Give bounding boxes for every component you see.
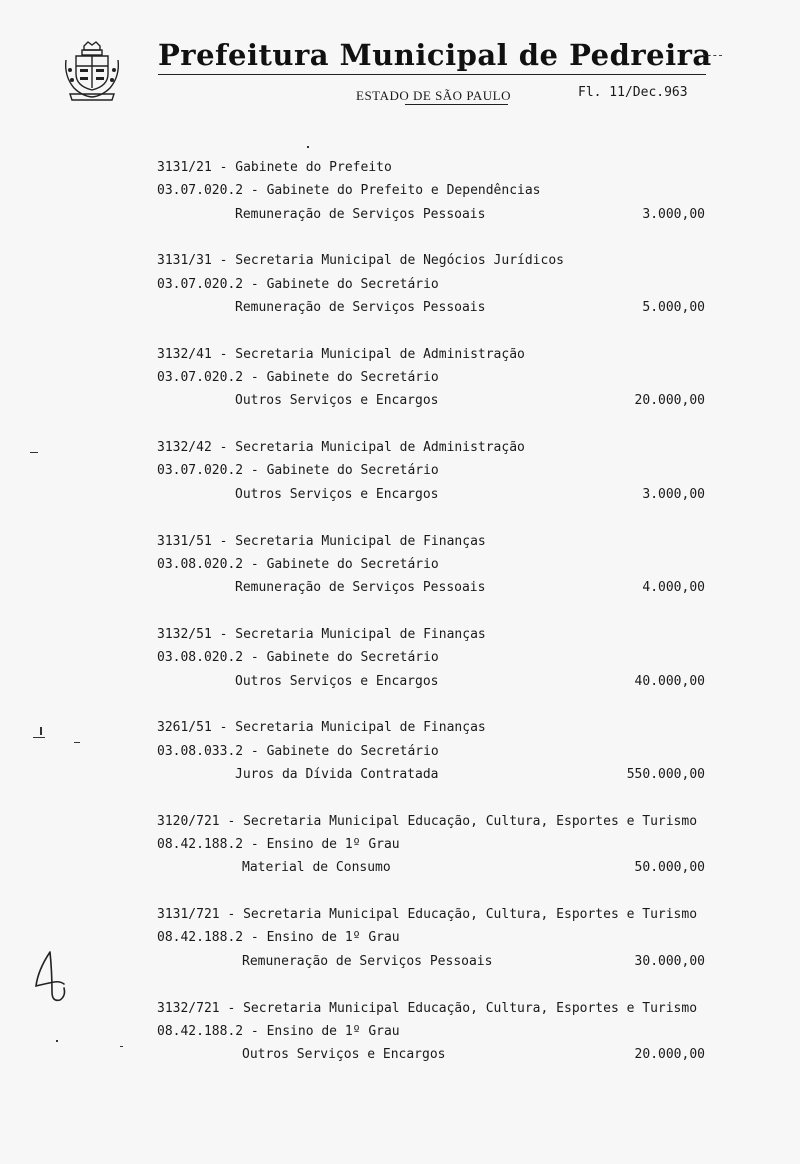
folio-number: Fl. 11/Dec.963 xyxy=(578,85,688,100)
entry-item xyxy=(157,856,705,879)
entry-subfunction: 08.42.188.2 - Ensino de 1º Grau xyxy=(157,1023,400,1039)
entry-code: 3131/721 - Secretaria Municipal Educação, Cultura, Esportes e Turismo xyxy=(157,907,698,923)
scan-speck xyxy=(30,452,38,453)
handwritten-initial xyxy=(30,948,70,1008)
entry-item xyxy=(157,670,705,693)
budget-entry xyxy=(157,623,717,693)
entry-amount: 5.000,00 xyxy=(642,299,705,315)
entry-amount: 20.000,00 xyxy=(634,1047,705,1063)
entry-code: 3131/31 - Secretaria Municipal de Negócios Jurídicos xyxy=(157,253,564,269)
entry-description: Outros Serviços e Encargos xyxy=(235,486,439,502)
entry-item xyxy=(157,389,705,412)
budget-entry xyxy=(157,249,717,319)
scan-speck xyxy=(120,1046,123,1047)
entry-code: 3132/51 - Secretaria Municipal de Finanças xyxy=(157,626,486,642)
entry-description: Outros Serviços e Encargos xyxy=(235,393,439,409)
entry-item xyxy=(157,1043,705,1066)
entry-amount: 3.000,00 xyxy=(642,486,705,502)
entry-description: Outros Serviços e Encargos xyxy=(235,673,439,689)
entry-code: 3120/721 - Secretaria Municipal Educação, Cultura, Esportes e Turismo xyxy=(157,813,698,829)
budget-entry xyxy=(157,810,717,880)
budget-entry xyxy=(157,903,717,973)
entry-amount: 40.000,00 xyxy=(634,673,705,689)
entry-subfunction: 03.08.033.2 - Gabinete do Secretário xyxy=(157,743,439,759)
entry-item xyxy=(157,483,705,506)
municipal-coat-of-arms xyxy=(62,40,122,102)
entry-amount: 4.000,00 xyxy=(642,580,705,596)
entry-code: 3131/21 - Gabinete do Prefeito xyxy=(157,160,392,175)
entry-code: 3132/42 - Secretaria Municipal de Administração xyxy=(157,440,525,456)
entry-subfunction: 08.42.188.2 - Ensino de 1º Grau xyxy=(157,930,400,946)
entry-description: Remuneração de Serviços Pessoais xyxy=(235,206,486,222)
entry-amount: 30.000,00 xyxy=(634,953,705,969)
budget-entries xyxy=(157,156,717,1090)
entry-amount: 50.000,00 xyxy=(634,860,705,876)
entry-subfunction: 03.08.020.2 - Gabinete do Secretário xyxy=(157,650,439,666)
scan-speck xyxy=(74,742,80,743)
scan-speck xyxy=(307,146,309,148)
entry-subfunction: 03.07.020.2 - Gabinete do Secretário xyxy=(157,463,439,479)
entry-subfunction: 03.08.020.2 - Gabinete do Secretário xyxy=(157,556,439,572)
budget-entry xyxy=(157,530,717,600)
budget-entry xyxy=(157,156,717,226)
entry-item xyxy=(157,296,705,319)
entry-code: 3131/51 - Secretaria Municipal de Finanças xyxy=(157,533,486,549)
header-rule xyxy=(158,74,706,75)
entry-subfunction: 03.07.020.2 - Gabinete do Prefeito e Dependências xyxy=(157,183,541,199)
entry-description: Juros da Dívida Contratada xyxy=(235,766,439,782)
entry-amount: 20.000,00 xyxy=(634,393,705,409)
entry-item xyxy=(157,203,705,226)
entry-item xyxy=(157,576,705,599)
budget-entry xyxy=(157,436,717,506)
entry-description: Remuneração de Serviços Pessoais xyxy=(235,299,486,315)
scan-speck xyxy=(40,727,42,735)
entry-code: 3261/51 - Secretaria Municipal de Finanças xyxy=(157,720,486,736)
entry-description: Material de Consumo xyxy=(242,860,391,876)
state-name: ESTADO DE SÃO PAULO xyxy=(356,88,511,103)
scan-speck xyxy=(33,737,45,738)
header-dash xyxy=(702,55,722,56)
entry-subfunction: 08.42.188.2 - Ensino de 1º Grau xyxy=(157,837,400,853)
entry-subfunction: 03.07.020.2 - Gabinete do Secretário xyxy=(157,370,439,386)
entry-code: 3132/41 - Secretaria Municipal de Administração xyxy=(157,346,525,362)
entry-amount: 3.000,00 xyxy=(642,206,705,222)
state-underline xyxy=(405,104,508,105)
entry-code: 3132/721 - Secretaria Municipal Educação, Cultura, Esportes e Turismo xyxy=(157,1000,698,1016)
budget-entry xyxy=(157,997,717,1067)
budget-entry xyxy=(157,343,717,413)
entry-subfunction: 03.07.020.2 - Gabinete do Secretário xyxy=(157,276,439,292)
entry-description: Remuneração de Serviços Pessoais xyxy=(242,953,493,969)
document-header-title: Prefeitura Municipal de Pedreira xyxy=(158,38,712,72)
entry-item xyxy=(157,763,705,786)
entry-amount: 550.000,00 xyxy=(626,766,705,782)
budget-entry xyxy=(157,716,717,786)
scan-speck xyxy=(56,1040,58,1042)
entry-description: Outros Serviços e Encargos xyxy=(242,1047,446,1063)
entry-description: Remuneração de Serviços Pessoais xyxy=(235,580,486,596)
entry-item xyxy=(157,950,705,973)
